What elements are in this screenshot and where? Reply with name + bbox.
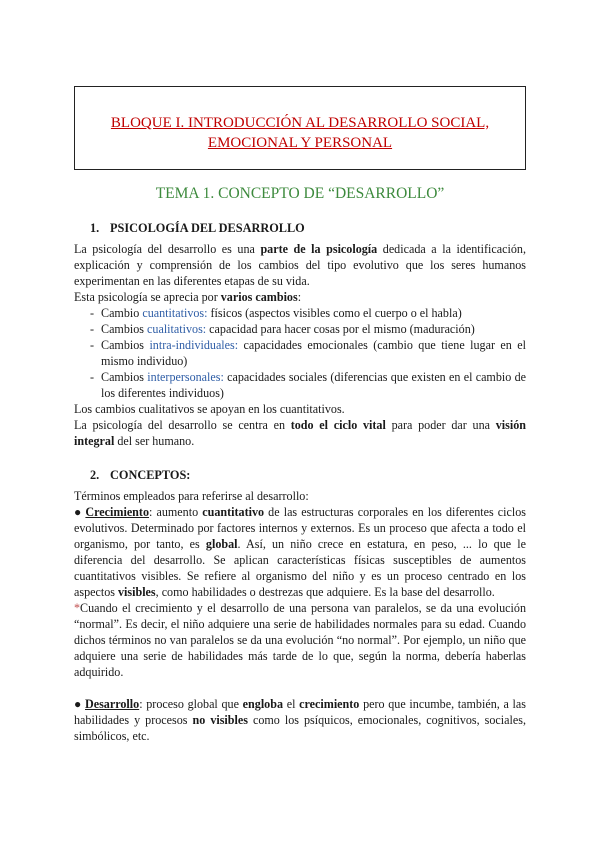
block-title-line1: BLOQUE I. INTRODUCCIÓN AL DESARROLLO SOCIAL, — [110, 115, 490, 131]
section-number: 2. — [90, 468, 100, 482]
note-star: * — [74, 601, 81, 615]
list-item: - Cambios interpersonales: capacidades sociales (diferencias que existen en el cambio de los diferentes individuos) — [74, 369, 526, 401]
block-title-box — [74, 86, 526, 170]
cambios-list — [74, 305, 526, 401]
section-heading-psicologia — [90, 220, 526, 236]
section-title: CONCEPTOS: — [110, 468, 191, 482]
section-heading-conceptos — [90, 467, 526, 483]
list-item: - Cambio cuantitativos: físicos (aspectos visibles como el cuerpo o el habla) — [74, 305, 526, 321]
tema-title: TEMA 1. CONCEPTO DE “DESARROLLO” — [155, 185, 445, 202]
block-title-line2: EMOCIONAL Y PERSONAL — [207, 135, 393, 151]
paragraph-desarrollo: ● Desarrollo: proceso global que engloba el crecimiento pero que incumbe, también, a las habilidades y procesos no visibles como los psíquicos, emocionales, cognitivos, sociales, simbólicos, etc. — [74, 697, 526, 743]
bullet-icon: ● — [74, 505, 83, 519]
section-title: PSICOLOGÍA DEL DESARROLLO — [110, 221, 305, 235]
paragraph-definition: La psicología del desarrollo es una parte de la psicología dedicada a la identificación, explicación y comprensión de los cambios del tipo evolutivo que los seres humanos experimentan en las diferentes etapas de su vida. — [74, 242, 527, 288]
block-title — [75, 113, 525, 153]
list-item: - Cambios intra-individuales: capacidades emocionales (cambio que tiene lugar en el mismo individuo) — [74, 337, 526, 369]
paragraph-cambios-intro: Esta psicología se aprecia por varios cambios: — [74, 290, 302, 304]
paragraph-cualitativos: Los cambios cualitativos se apoyan en los cuantitativos. — [74, 402, 345, 416]
list-item: - Cambios cualitativos: capacidad para hacer cosas por el mismo (maduración) — [74, 321, 526, 337]
paragraph-ciclo-vital: La psicología del desarrollo se centra en todo el ciclo vital para poder dar una visión integral del ser humano. — [74, 418, 526, 448]
document-body — [74, 214, 526, 744]
paragraph-crecimiento: ● Crecimiento: aumento cuantitativo de las estructuras corporales en los diferentes ciclos evolutivos. Determinado por factores internos y externos. Es un proceso que afecta a todo el organismo, por tanto, es global. Así, un niño crece en estatura, en peso, ... lo que le diferencia del desarrollo. Se aplican características físicas susceptibles de aumentos cuantitativos visibles. Se refiere al organismo del niño y es un proceso centrado en los aspectos visibles, como habilidades o destrezas que adquiere. Es la base del desarrollo. — [74, 505, 527, 599]
paragraph-terminos: Términos empleados para referirse al desarrollo: — [74, 489, 309, 503]
section-number: 1. — [90, 221, 100, 235]
paragraph-note: *Cuando el crecimiento y el desarrollo de una persona van paralelos, se da una evolución “normal”. Es decir, el niño adquiere una serie de habilidades normales para su edad. Cuando dichos términos no van paralelos se da una evolución “no normal”. Por ejemplo, un niño que adquiere una serie de habilidades más tarde de lo que, según la norma, debería haberlas adquirido. — [74, 601, 526, 679]
bullet-icon: ● — [74, 697, 82, 711]
